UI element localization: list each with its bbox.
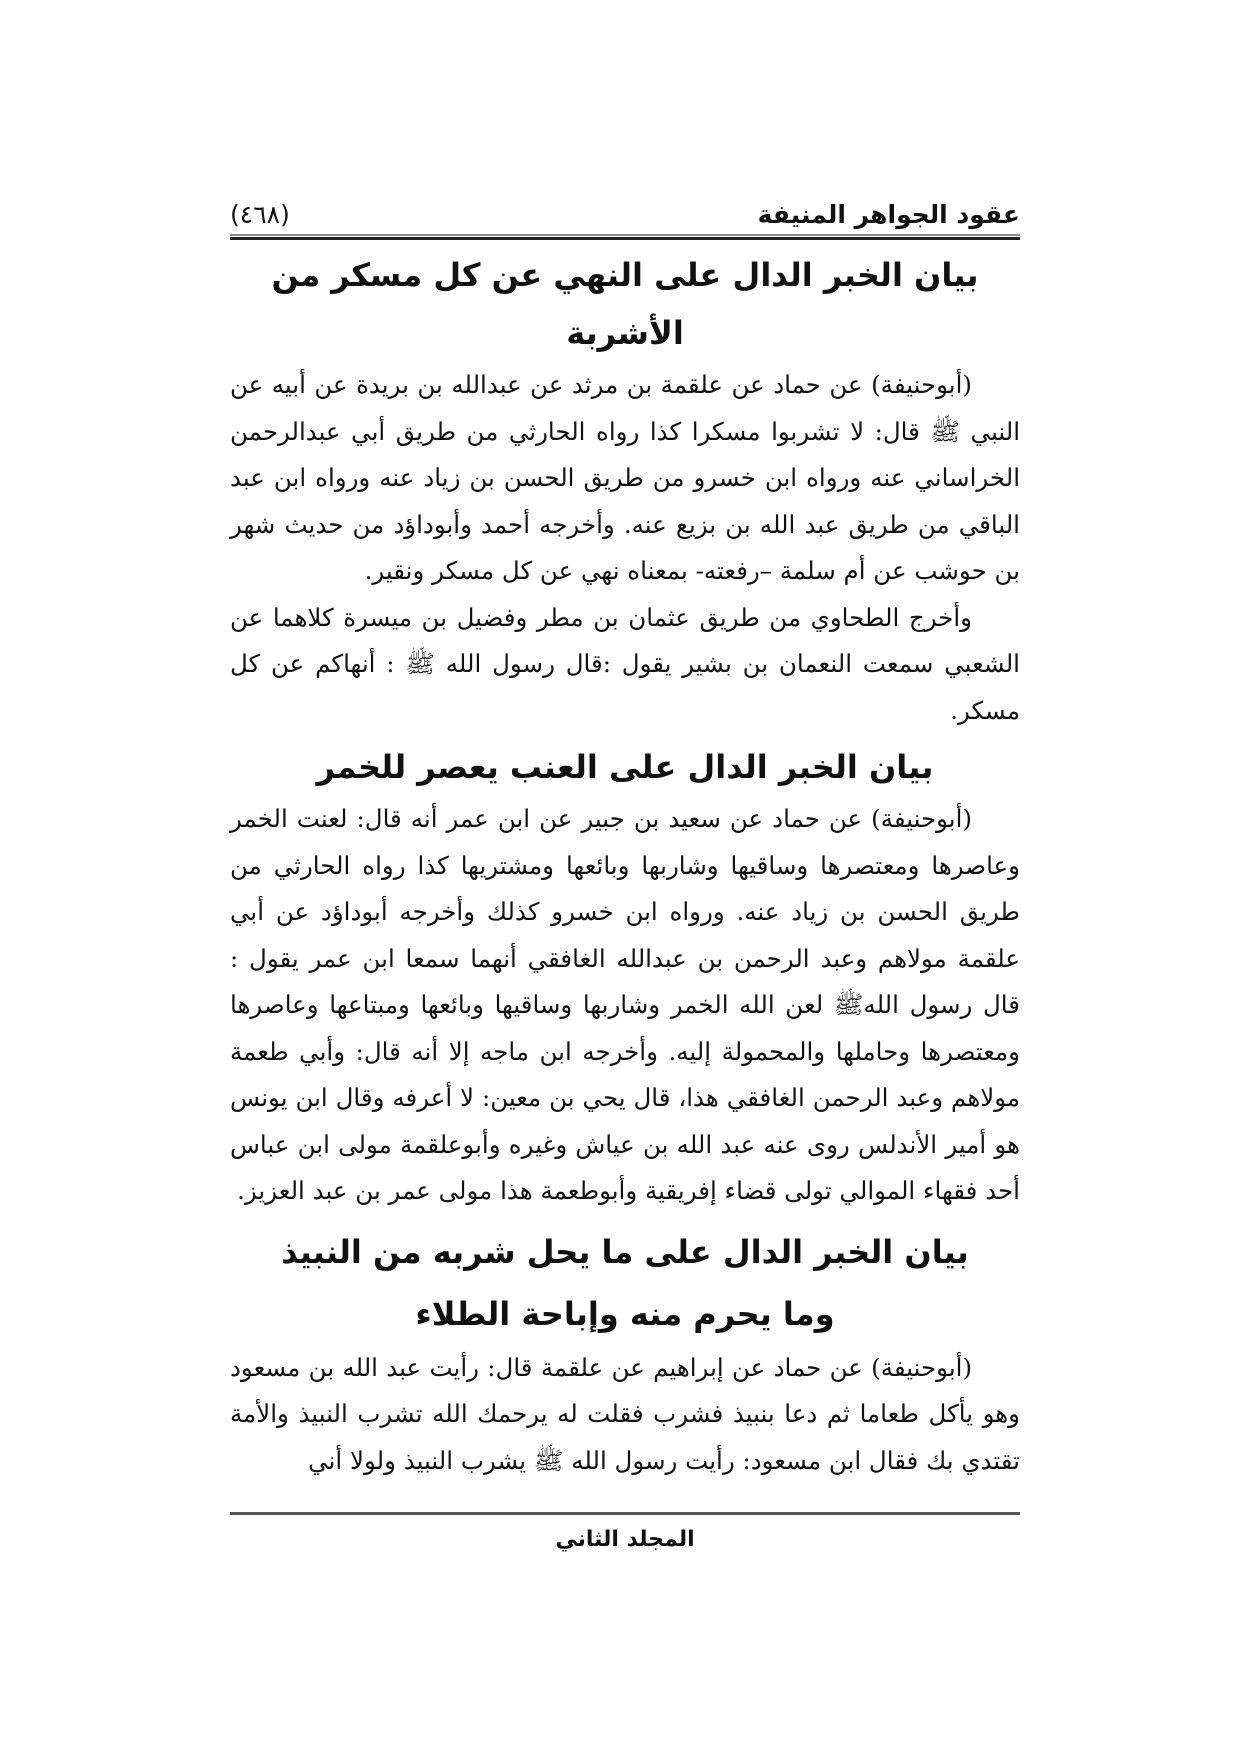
paragraph: (أبوحنيفة) عن حماد عن إبراهيم عن علقمة قال: رأيت عبد الله بن مسعود وهو يأكل طعاما ثم دعا بنبيذ فشرب فقلت له يرحمك الله تشرب النبيذ والأمة تقتدي بك فقال ابن مسعود: رأيت رسول الله ﷺ يشرب النبيذ ولولا أني: [230, 1352, 1020, 1475]
book-title: عقود الجواهر المنيفة: [757, 200, 1020, 229]
header-rule-thick: [230, 237, 1020, 240]
paragraph: (أبوحنيفة) عن حماد عن سعيد بن جبير عن ابن عمر أنه قال: لعنت الخمر وعاصرها ومعتصرها وساقيها وشاربها وبائعها ومشتريها كذا رواه الحارثي من طريق الحسن بن زياد عنه. ورواه ابن خسرو كذلك وأخرجه أبوداؤد عن أبي علقمة مولاهم وعبد الرحمن بن عبدالله الغافقي أنهما سمعا ابن عمر يقول : قال رسول اللهﷺ لعن الله الخمر وشاربها وساقيها وبائعها ومبتاعها وعاصرها ومعتصرها وحاملها والمحمولة إليه. وأخرجه ابن ماجه إلا أنه قال: وأبي طعمة مولاهم وعبد الرحمن الغافقي هذا، قال يحي بن معين: لا أعرفه وقال ابن يونس هو أمير الأندلس روى عنه عبد الله بن عياش وغيره وأبوعلقمة مولى ابن عباس أحد فقهاء الموالي تولى قضاء إفريقية وأبوطعمة هذا مولى عمر بن عبد العزيز.: [230, 804, 1020, 1205]
section-heading: بيان الخبر الدال على النهي عن كل مسكر من الأشربة: [271, 256, 979, 352]
header-double-rule: [230, 234, 1020, 240]
section-heading: بيان الخبر الدال على العنب يعصر للخمر: [316, 748, 934, 786]
page-body: [230, 246, 1020, 1484]
section-heading: بيان الخبر الدال على ما يحل شربه من النبيذ وما يحرم منه وإباحة الطلاء: [281, 1232, 969, 1333]
paragraph: وأخرج الطحاوي من طريق عثمان بن مطر وفضيل بن ميسرة كلاهما عن الشعبي سمعت النعمان بن بشير يقول :قال رسول الله ﷺ : أنهاكم عن كل مسكر.: [230, 602, 1020, 725]
page-number: (٤٦٨): [230, 200, 290, 229]
running-header: [230, 190, 1020, 230]
footer-rule: [230, 1512, 1020, 1515]
paragraph: (أبوحنيفة) عن حماد عن علقمة بن مرثد عن عبدالله بن بريدة عن أبيه عن النبي ﷺ قال: لا تشربوا مسكرا كذا رواه الحارثي من طريق أبي عبدالرحمن الخراساني عنه ورواه ابن خسرو من طريق الحسن بن زياد عنه ورواه ابن عبد الباقي من طريق عبد الله بن بزيع عنه. وأخرجه أحمد وأبوداؤد من حديث شهر بن حوشب عن أم سلمة –رفعته- بمعناه نهي عن كل مسكر ونقير.: [230, 370, 1020, 585]
document-page: [230, 0, 1020, 1754]
section-permissible-nabidh: [230, 1221, 1020, 1485]
section-prohibition-intoxicants: [230, 246, 1020, 734]
section-grapes-pressed-for-wine: [230, 738, 1020, 1215]
volume-label: المجلد الثاني: [555, 1527, 695, 1552]
